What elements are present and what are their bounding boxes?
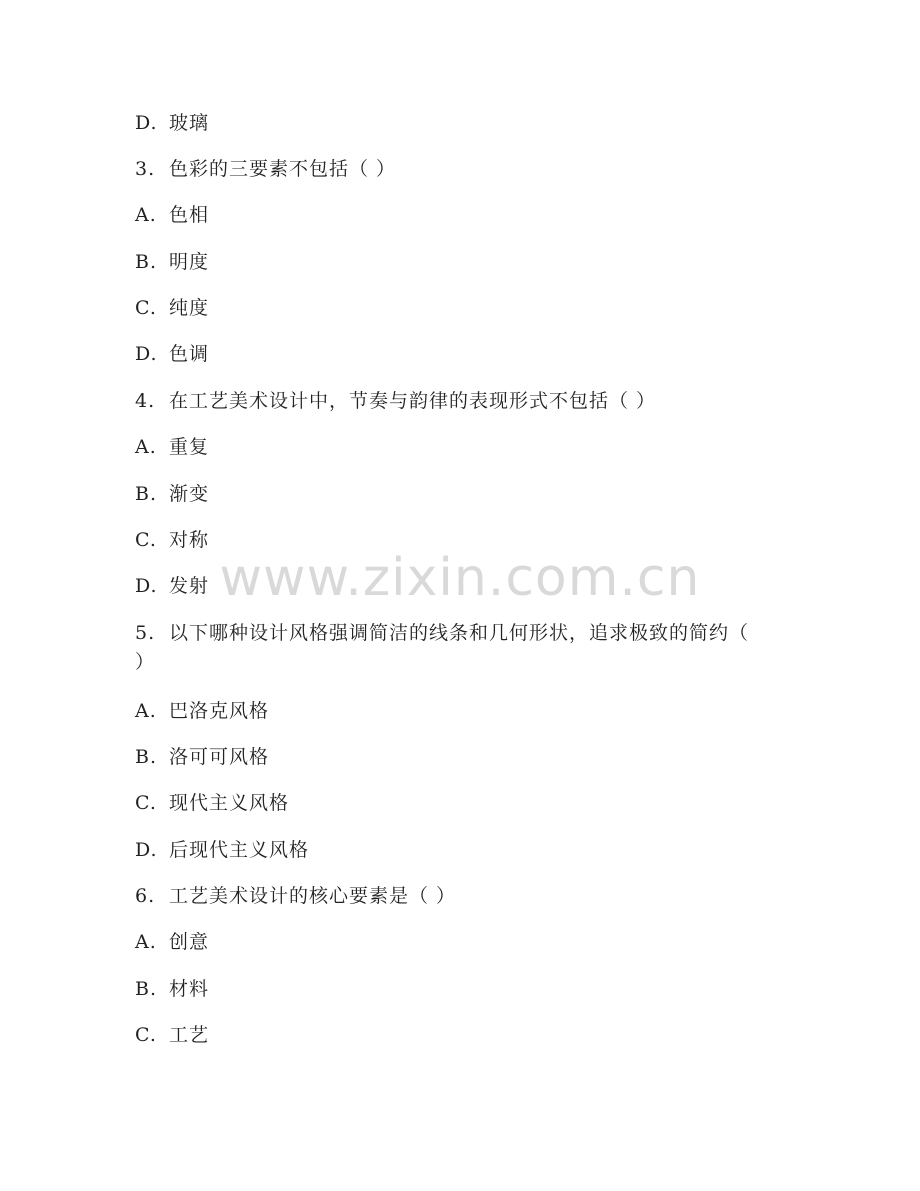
option-prefix: D.	[135, 575, 158, 597]
question-number: 5.	[135, 622, 156, 644]
option-c-q3	[135, 296, 209, 320]
option-prefix: B.	[135, 251, 158, 273]
option-b-q4	[135, 482, 209, 506]
option-prefix: C.	[135, 297, 157, 319]
question-text: 色彩的三要素不包括（ ）	[169, 158, 397, 180]
option-text: 洛可可风格	[169, 746, 270, 768]
watermark-text: www.zixin.com.cn	[219, 548, 701, 608]
option-text: 重复	[169, 436, 210, 458]
option-prefix: D.	[135, 343, 158, 365]
question-5-continuation	[135, 650, 154, 674]
option-text: 色调	[169, 343, 210, 365]
option-d-q3	[135, 342, 209, 366]
option-prefix: C.	[135, 529, 157, 551]
option-c-q5	[135, 791, 289, 815]
option-a-q3	[135, 203, 209, 227]
option-prefix: A.	[135, 436, 157, 458]
option-c-q6	[135, 1023, 209, 1047]
option-prefix: A.	[135, 700, 157, 722]
option-b-q3	[135, 250, 209, 274]
option-text: 工艺	[169, 1024, 210, 1046]
question-3	[135, 157, 396, 181]
option-b-q6	[135, 977, 209, 1001]
option-text: 材料	[169, 978, 210, 1000]
option-text: 创意	[169, 931, 210, 953]
question-6	[135, 884, 456, 908]
option-d-q5	[135, 838, 309, 862]
option-a-q4	[135, 435, 209, 459]
option-a-q5	[135, 699, 269, 723]
option-text: 发射	[169, 575, 210, 597]
option-text: 对称	[169, 529, 210, 551]
option-prefix: D.	[135, 112, 158, 134]
question-4	[135, 389, 656, 413]
option-prefix: A.	[135, 931, 157, 953]
option-text: 渐变	[169, 483, 210, 505]
option-text: 明度	[169, 251, 210, 273]
question-number: 3.	[135, 158, 156, 180]
option-text: 现代主义风格	[169, 792, 290, 814]
question-text: 以下哪种设计风格强调简洁的线条和几何形状，追求极致的简约（	[169, 622, 750, 644]
option-text: 巴洛克风格	[169, 700, 270, 722]
question-number: 6.	[135, 885, 156, 907]
option-text: 后现代主义风格	[169, 839, 310, 861]
option-text: 纯度	[169, 297, 210, 319]
option-text: 色相	[169, 204, 210, 226]
question-text: 在工艺美术设计中，节奏与韵律的表现形式不包括（ ）	[169, 390, 657, 412]
option-prefix: D.	[135, 839, 158, 861]
option-text: 玻璃	[169, 112, 210, 134]
option-d-q2	[135, 111, 209, 135]
question-text: 工艺美术设计的核心要素是（ ）	[169, 885, 457, 907]
option-b-q5	[135, 745, 269, 769]
option-prefix: A.	[135, 204, 157, 226]
option-prefix: B.	[135, 978, 158, 1000]
option-c-q4	[135, 528, 209, 552]
question-5	[135, 621, 749, 645]
question-text-continuation: ）	[135, 651, 155, 673]
option-prefix: C.	[135, 1024, 157, 1046]
option-prefix: B.	[135, 746, 158, 768]
option-prefix: B.	[135, 483, 158, 505]
question-number: 4.	[135, 390, 156, 412]
option-a-q6	[135, 930, 209, 954]
option-prefix: C.	[135, 792, 157, 814]
option-d-q4	[135, 574, 209, 598]
